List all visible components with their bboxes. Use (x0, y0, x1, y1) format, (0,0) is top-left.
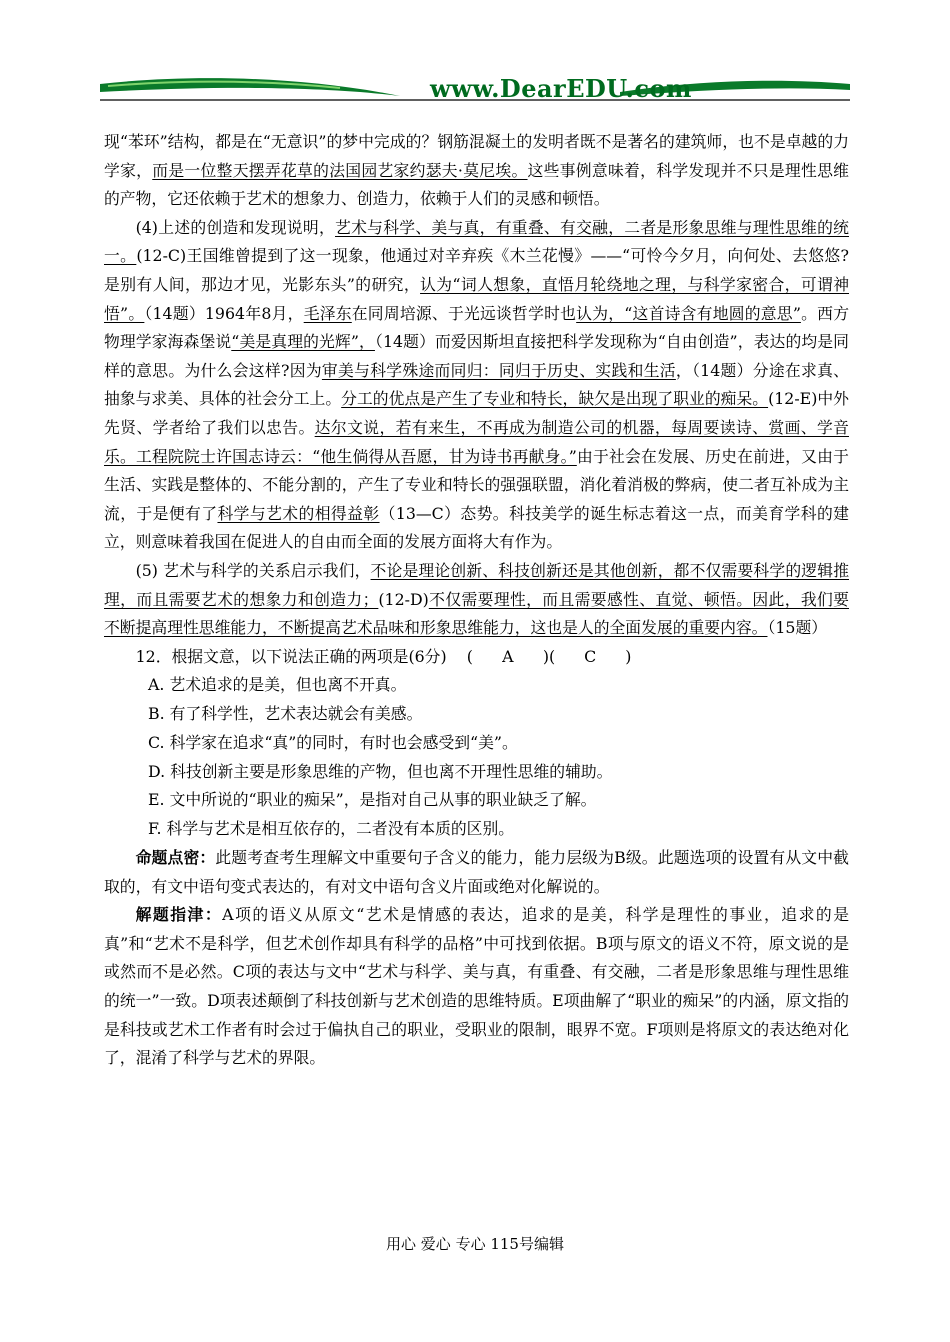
analysis-text: A项的语义从原文“艺术是情感的表达，追求的是美，科学是理性的事业，追求的是真”和“艺术不是科学，但艺术创作却具有科学的品格”中可找到依据。B项与原文的语义不符，原文说的是或然而不是必然。C项的表达与文中“艺术与科学、美与真，有重叠、有交融，二者是形象思维与理性思维的统一”一致。D项表述颠倒了科技创新与艺术创造的思维特质。E项曲解了“职业的痴呆”的内涵，原文指的是科技或艺术工作者有时会过于偏执自己的职业，受职业的限制，眼界不宽。F项则是将原文的表达绝对化了，混淆了科学与艺术的界限。 (104, 905, 849, 1068)
underlined-text: 不论是理论创新、科技创新还是其他创新，都不仅需要科学的逻辑推理，而且需要艺术的想象力和创造力； (104, 560, 849, 609)
site-header (100, 70, 850, 106)
answer-bracket: )( (542, 646, 556, 666)
text-span: (12-D) (378, 589, 429, 609)
underlined-text: 认为，“这首诗含有地圆的意思” (576, 303, 801, 323)
question-text: 12．根据文意，以下说法正确的两项是(6分) (135, 646, 447, 666)
analysis-paragraph-1 (104, 844, 849, 901)
option-b: B. 有了科学性，艺术表达就会有美感。 (148, 704, 423, 724)
underlined-text: 认为“词人想象，直悟月轮绕地之理，与科学家密合，可谓神悟”。 (104, 274, 850, 323)
text-span: （14题）1964年8月， (144, 303, 304, 323)
answer-2: C (584, 646, 597, 666)
underlined-text: 而是一位整天摆弄花草的法国园艺家约瑟夫·莫尼埃。 (152, 160, 528, 180)
text-span: 这些事例意味着，科学发现并不只是理性思维的产物，它还依赖于艺术的想象力、创造力，依赖于人们的灵感和顿悟。 (104, 160, 849, 209)
underlined-text: 不仅需要理性，而且需要感性、直觉、顿悟。因此，我们要不断提高理性思维能力，不断提高艺术品味和形象思维能力，这也是人的全面发展的重要内容。 (104, 589, 849, 638)
paragraph-4 (104, 214, 849, 557)
underlined-text: 审美与科学殊途而同归：同归于历史、实践和生活 (321, 360, 676, 380)
page-footer: 用心 爱心 专心 115号编辑 (386, 1235, 564, 1253)
text-span: 。西方物理学家海森堡说 (104, 303, 849, 352)
answer-1: A (502, 646, 514, 666)
answer-bracket: ) (625, 646, 632, 666)
text-span: (12-E)中外先贤、学者给了我们以忠告。 (104, 389, 849, 437)
text-span: 在同周培源、于光远谈哲学时也 (351, 303, 577, 323)
text-span: (4)上述的创造和发现说明， (135, 217, 336, 237)
underlined-text: 毛泽东 (303, 303, 352, 323)
option-c: C. 科学家在追求“真”的同时，有时也会感受到“美”。 (148, 732, 518, 752)
option-d: D. 科技创新主要是形象思维的产物，但也离不开理性思维的辅助。 (148, 761, 613, 781)
option-a: A. 艺术追求的是美，但也离不开真。 (148, 675, 407, 695)
text-span: （13—C）态势。科技美学的诞生标志着这一点，而美育学科的建立，则意味着我国在促进人的自由而全面的发展方面将大有作为。 (104, 503, 849, 552)
analysis-paragraph-2 (104, 901, 849, 1073)
answer-bracket: ( (466, 646, 473, 666)
underlined-text: “美是真理的光辉”， (231, 332, 375, 352)
text-span: 由于社会在发展、历史在前进，又由于生活、实践是整体的、不能分割的，产生了专业和特长的强强联盟，消化着消极的弊病，使二者互补成为主流，于是便有了 (104, 446, 849, 523)
text-span: ，（14题）分途在求真、抽象与求美、具体的社会分工上。 (104, 360, 849, 409)
site-logo-text[interactable]: www.DearEDU.com (430, 74, 692, 103)
underlined-text: 达尔文说，若有来生，不再成为制造公司的机器，每周要读诗、赏画、学音乐。工程院院士许国志诗云：“他生倘得从吾愿，甘为诗书再献身。” (104, 417, 849, 466)
paragraph-5 (104, 557, 849, 643)
text-span: (12-C)王国维曾提到了这一现象，他通过对辛弃疾《木兰花慢》——“可怜今夕月，向何处、去悠悠?是别有人间，那边才见，光影东头”的研究， (104, 246, 849, 294)
underlined-text: 艺术与科学、美与真，有重叠、有交融，二者是形象思维与理性思维的统一。 (104, 217, 849, 266)
option-f: F. 科学与艺术是相互依存的，二者没有本质的区别。 (148, 819, 515, 839)
text-span: 现“苯环”结构，都是在“无意识”的梦中完成的？钢筋混凝土的发明者既不是著名的建筑师，也不是卓越的力学家， (104, 132, 849, 180)
underlined-text: 科学与艺术的相得益彰 (217, 503, 380, 523)
analysis-text: 此题考查考生理解文中重要句子含义的能力，能力层级为B级。此题选项的设置有从文中截取的，有文中语句变式表达的，有对文中语句含义片面或绝对化解说的。 (104, 848, 849, 896)
underlined-text: 分工的优点是产生了专业和特长，缺欠是出现了职业的痴呆。 (341, 389, 769, 409)
analysis-label: 解题指津： (135, 905, 223, 925)
question-stem (104, 643, 849, 672)
option-e: E. 文中所说的“职业的痴呆”，是指对自己从事的职业缺乏了解。 (148, 790, 597, 810)
text-span: （14题）而爱因斯坦直接把科学发现称为“自由创造”，表达的均是同样的意思。为什么会这样?因为 (104, 332, 849, 380)
text-span: （15题） (767, 618, 828, 638)
paragraph-3-continued (104, 128, 849, 214)
document-body (104, 128, 849, 1073)
analysis-label: 命题点密： (135, 848, 216, 868)
text-span: (5) 艺术与科学的关系启示我们， (135, 560, 371, 580)
question-options (104, 671, 849, 844)
